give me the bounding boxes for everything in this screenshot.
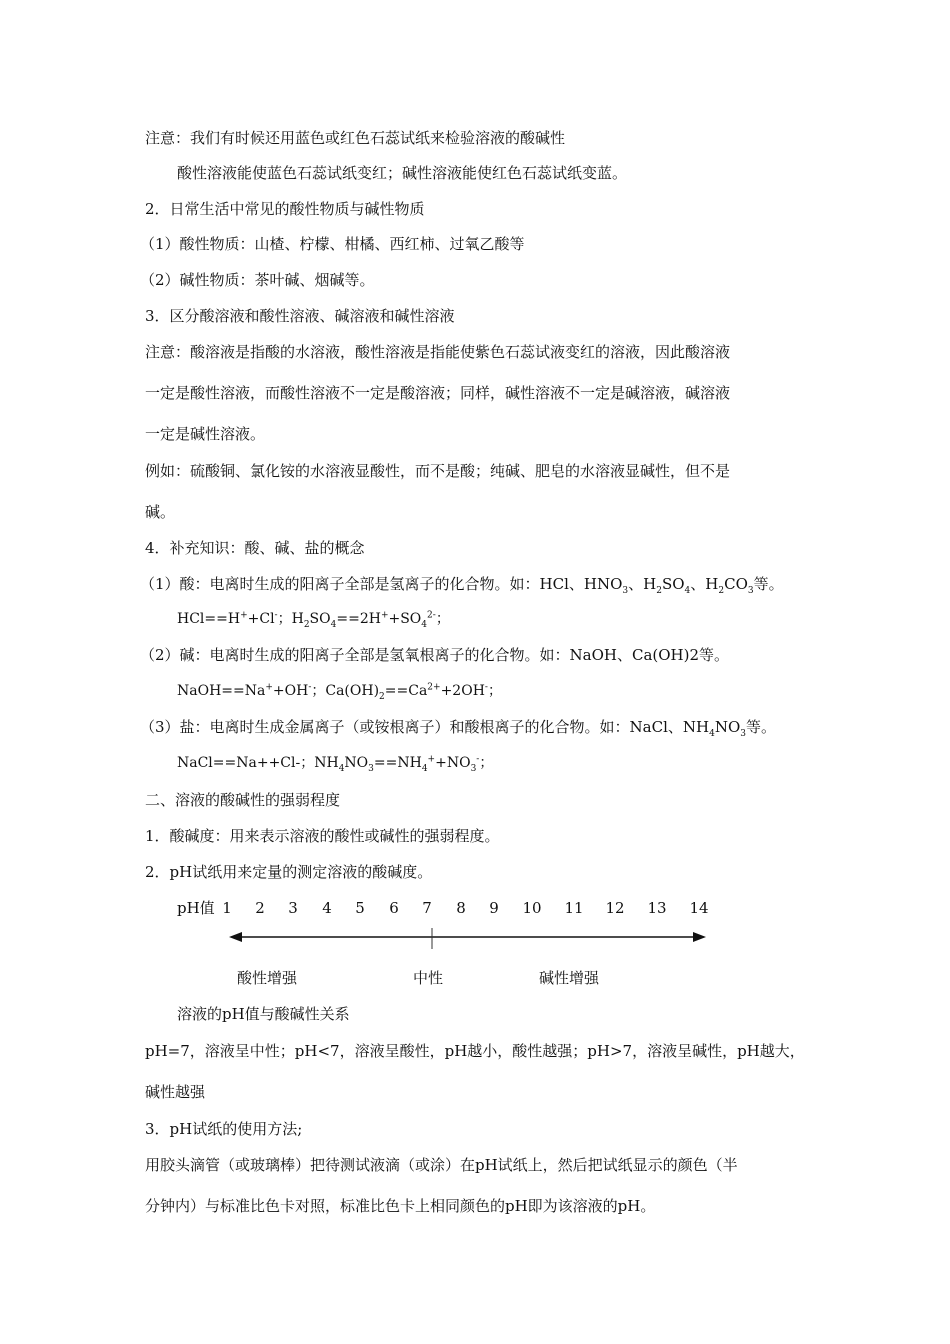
ph-usage-1: 用胶头滴管（或玻璃棒）把待测试液滴（或涂）在pH试纸上，然后把试纸显示的颜色（半 (145, 1156, 738, 1174)
ph-tick: 1 (222, 899, 232, 917)
arrow-right-icon (693, 932, 706, 942)
ph-paper-purpose: 2．pH试纸用来定量的测定溶液的酸碱度。 (145, 863, 433, 881)
ph-tick: 5 (355, 899, 365, 917)
arrow-left-icon (229, 932, 242, 942)
ph-double-arrow (0, 925, 950, 951)
acidic-substances: （1）酸性物质：山楂、柠檬、柑橘、西红柿、过氧乙酸等 (140, 235, 525, 253)
section-4-heading: 4．补充知识：酸、碱、盐的概念 (145, 539, 365, 557)
base-definition: （2）碱：电离时生成的阳离子全部是氢氧根离子的化合物。如：NaOH、Ca(OH)2等。 (140, 646, 730, 664)
note-distinguish-3: 一定是碱性溶液。 (145, 425, 266, 443)
ph-tick: 2 (255, 899, 265, 917)
base-ionization-equation: NaOH==Na++OH-；$Ca(OH)_2==Ca^{2+}+2OH^-$； (177, 682, 502, 702)
basic-substances: （2）碱性物质：茶叶碱、烟碱等。 (140, 271, 375, 289)
ph-tick: 12 (605, 899, 625, 917)
section-3-heading: 3．区分酸溶液和酸性溶液、碱溶液和碱性溶液 (145, 307, 455, 325)
note-distinguish-1: 注意：酸溶液是指酸的水溶液，酸性溶液是指能使紫色石蕊试液变红的溶液，因此酸溶液 (145, 343, 731, 361)
salt-ionization-equation: NaCl==Na++Cl-；$NH_4NO_3==NH_4^++NO_3^-$； (177, 754, 494, 774)
litmus-rule: 酸性溶液能使蓝色石蕊试纸变红；碱性溶液能使红色石蕊试纸变蓝。 (177, 164, 628, 182)
ph-tick: 7 (422, 899, 432, 917)
acidic-direction-label: 酸性增强 (237, 969, 298, 987)
example-2: 碱。 (145, 503, 176, 521)
note-distinguish-2: 一定是酸性溶液，而酸性溶液不一定是酸溶液；同样，碱性溶液不一定是碱溶液，碱溶液 (145, 384, 731, 402)
ph-relation-2: 碱性越强 (145, 1083, 206, 1101)
ph-relation-1: pH=7，溶液呈中性；pH<7，溶液呈酸性，pH越小，酸性越强；pH>7，溶液呈碱性，pH越大， (145, 1042, 805, 1060)
acidity-definition: 1．酸碱度：用来表示溶液的酸性或碱性的强弱程度。 (145, 827, 500, 845)
acid-definition: （1）酸：电离时生成的阳离子全部是氢离子的化合物。如：HCl、$HNO_3$、$H_2SO_4$、$H_2CO_3$等。 (140, 575, 784, 596)
basic-direction-label: 碱性增强 (539, 969, 600, 987)
ph-relation-heading: 溶液的pH值与酸碱性关系 (177, 1005, 350, 1023)
ph-usage-2: 分钟内）与标准比色卡对照，标准比色卡上相同颜色的pH即为该溶液的pH。 (145, 1197, 656, 1215)
ph-tick: 13 (647, 899, 667, 917)
note-litmus: 注意：我们有时候还用蓝色或红色石蕊试纸来检验溶液的酸碱性 (145, 129, 566, 147)
ph-tick: 10 (522, 899, 542, 917)
salt-definition: （3）盐：电离时生成金属离子（或铵根离子）和酸根离子的化合物。如：NaCl、$NH_4NO_3$等。 (140, 718, 777, 739)
ph-tick: 3 (288, 899, 298, 917)
part-2-heading: 二、溶液的酸碱性的强弱程度 (145, 791, 341, 809)
ph-tick: 8 (456, 899, 466, 917)
ph-tick: 9 (489, 899, 499, 917)
ph-usage-heading: 3．pH试纸的使用方法; (145, 1120, 303, 1138)
ph-scale-label: pH值 (177, 899, 215, 917)
section-2-heading: 2．日常生活中常见的酸性物质与碱性物质 (145, 200, 425, 218)
ph-tick: 6 (389, 899, 399, 917)
example-1: 例如：硫酸铜、氯化铵的水溶液显酸性，而不是酸；纯碱、肥皂的水溶液显碱性，但不是 (145, 462, 731, 480)
ph-tick: 4 (322, 899, 332, 917)
ph-tick: 11 (564, 899, 584, 917)
acid-ionization-equation: HCl==H++Cl-；$H_2SO_4==2H^++SO_4^{2-}$； (177, 610, 450, 630)
ph-tick: 14 (689, 899, 709, 917)
neutral-label: 中性 (413, 969, 444, 987)
